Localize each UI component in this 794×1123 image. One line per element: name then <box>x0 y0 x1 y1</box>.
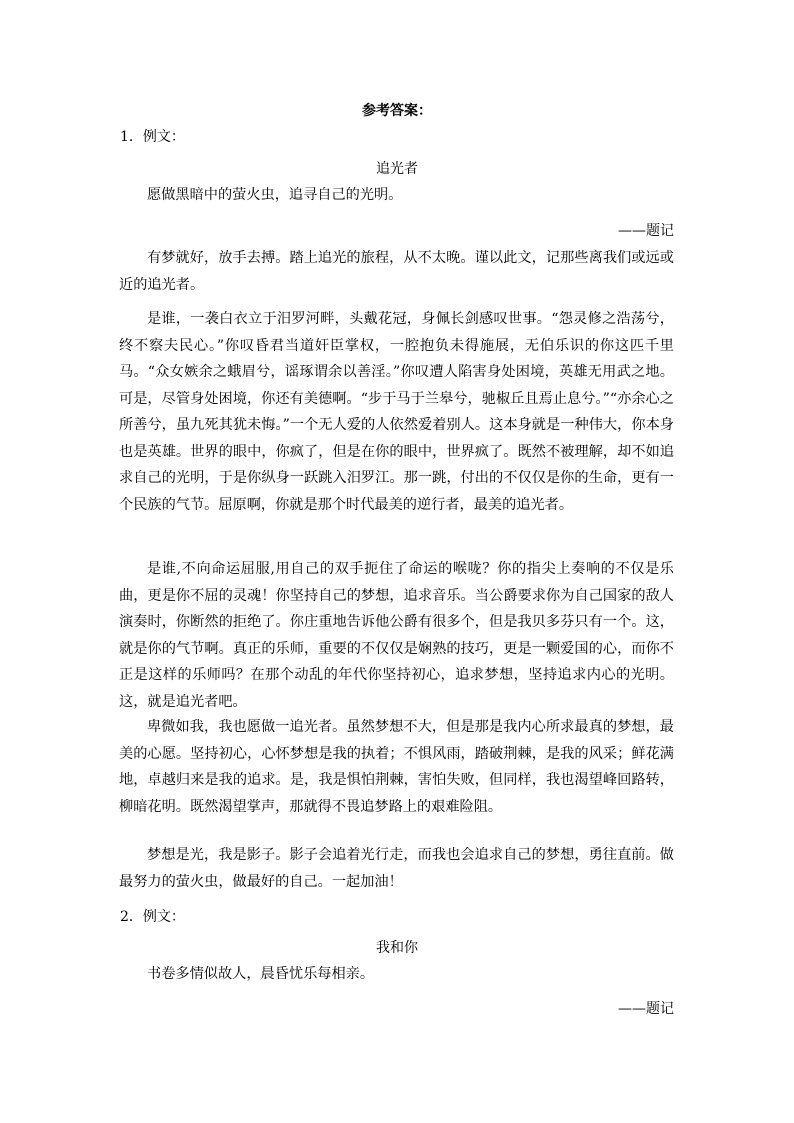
item1-paragraph-1: 有梦就好，放手去搏。踏上追光的旅程，从不太晚。谨以此文，记那些离我们或远或近的追光者。 <box>119 250 674 293</box>
item1-paragraph-4: 卑微如我，我也愿做一追光者。虽然梦想不大，但是那是我内心所求最真的梦想，最美的心愿。坚持初心，心怀梦想是我的执着；不惧风雨，踏破荆棘，是我的风采；鲜花满地，卓越归来是我的追求。是，我是惧怕荆棘，害怕失败，但同样，我也渴望峰回路转，柳暗花明。既然渴望掌声，那就得不畏追梦路上的艰难险阻。 <box>119 719 674 815</box>
item1-paragraph-5: 梦想是光，我是影子。影子会追着光行走，而我也会追求自己的梦想，勇往直前。做最努力的萤火虫，做最好的自己。一起加油！ <box>119 847 674 890</box>
item1-paragraph-2: 是谁，一袭白衣立于汨罗河畔，头戴花冠，身佩长剑感叹世事。“怨灵修之浩荡兮，终不察夫民心。”你叹昏君当道奸臣掌权，一腔抱负未得施展，无伯乐识的你这匹千里马。“众女嫉余之蛾眉兮，谣琢谓余以善淫。”你叹遭人陷害身处困境，英雄无用武之地。可是，尽管身处困境，你还有美德啊。“步于马于兰皋兮，驰椒丘且焉止息兮。”“亦余心之所善兮，虽九死其犹未悔。”一个无人爱的人依然爱着别人。这本身就是一种伟大，你本身也是英雄。世界的眼中，你疯了，但是在你的眼中，世界疯了。既然不被理解，却不如追求自己的光明，于是你纵身一跃跳入汨罗江。那一跳，付出的不仅仅是你的生命，更有一个民族的气节。屈原啊，你就是那个时代最美的逆行者，最美的追光者。 <box>119 311 674 513</box>
item1-signature: ——题记 <box>618 223 674 239</box>
item2-epigraph: 书卷多情似故人，晨昏忧乐每相亲。 <box>147 966 375 982</box>
item1-label: 1．例文： <box>120 129 185 145</box>
answer-heading: 参考答案： <box>362 103 432 119</box>
item2-label: 2．例文： <box>120 909 185 925</box>
item2-signature: ——题记 <box>618 1001 674 1017</box>
item1-paragraph-3: 是谁,不向命运屈服,用自己的双手扼住了命运的喉咙？你的指尖上奏响的不仅是乐曲，更是你不屈的灵魂！你坚持自己的梦想，追求音乐。当公爵要求你为自己国家的敌人演奏时，你断然的拒绝了。你庄重地告诉他公爵有很多个，但是我贝多芬只有一个。这，就是你的气节啊。真正的乐师，重要的不仅仅是娴熟的技巧，更是一颗爱国的心，而你不正是这样的乐师吗？在那个动乱的年代你坚持初心，追求梦想，坚持追求内心的光明。这，就是追光者吧。 <box>119 561 674 710</box>
item1-title: 追光者 <box>376 161 418 177</box>
item1-epigraph: 愿做黑暗中的萤火虫，追寻自己的光明。 <box>147 187 403 203</box>
item2-title: 我和你 <box>376 940 418 956</box>
